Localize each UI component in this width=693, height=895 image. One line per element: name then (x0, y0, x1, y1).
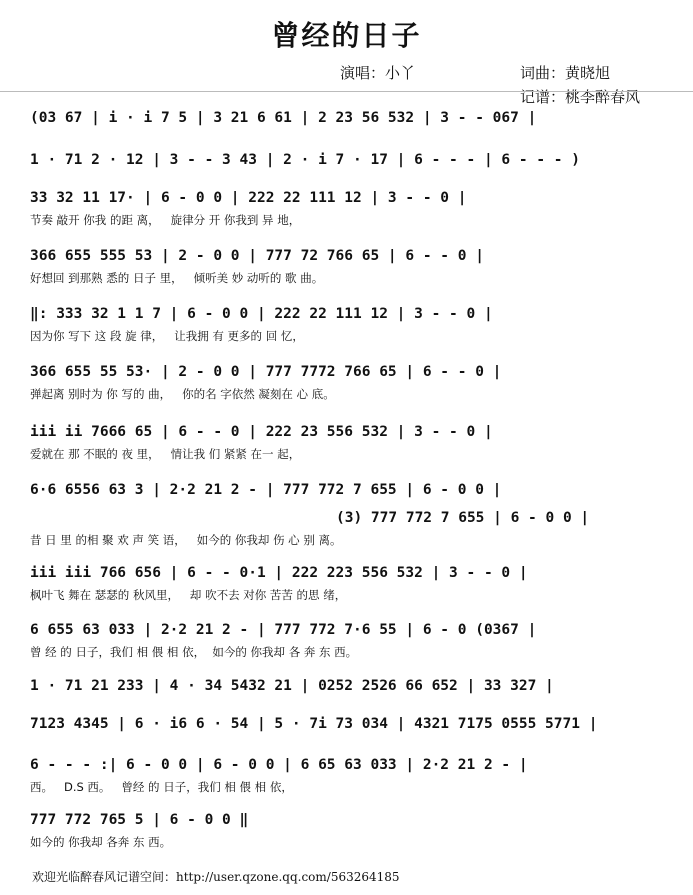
score-system (30, 422, 660, 466)
notation-line: ‖: 333 32 1 1 7 | 6 - 0 0 | 222 22 111 12 | 3 - - 0 | (30, 306, 493, 322)
lyric-line: 弹起离 别时为 你 写的 曲， 你的名 字依然 凝刻在 心 底。 (30, 387, 335, 401)
lyric-line: 因为你 写下 这 段 旋 律， 让我拥 有 更多的 回 忆， (30, 329, 304, 343)
score-system (30, 755, 660, 799)
lyric-line (30, 738, 660, 754)
score-system (30, 304, 660, 348)
notation-line: (03 67 | i · i 7 5 | 3 21 6 61 | 2 23 56 532 | 3 - - 067 | (30, 110, 537, 126)
lyric-line: 西。 D.S 西。 曾经 的 日子，我们 相 偎 相 依， (30, 780, 293, 794)
lyric-line: 枫叶飞 舞在 瑟瑟的 秋风里， 却 吹不去 对你 苦苦 的思 绪， (30, 588, 347, 602)
score-system (30, 508, 660, 552)
notation-line: 6 655 63 033 | 2·2 21 2 - | 777 772 7·6 55 | 6 - 0 (0367 | (30, 622, 537, 638)
lyric-line: 好想回 到那熟 悉的 日子 里， 倾听美 妙 动听的 歌 曲。 (30, 271, 324, 285)
notation-line: iii iii 766 656 | 6 - - 0·1 | 222 223 556 532 | 3 - - 0 | (30, 565, 528, 581)
composer-credit: 词曲：黄晓旭 (520, 64, 611, 82)
lyric-line: 如今的 你我却 各奔 东 西。 (30, 835, 172, 849)
score-system (30, 362, 660, 406)
score-system (30, 108, 660, 152)
song-title: 曾经的日子 (271, 19, 422, 52)
notation-line: 1 · 71 2 · 12 | 3 - - 3 43 | 2 · i 7 · 17 | 6 - - - | 6 - - - ) (30, 152, 580, 168)
score-system (30, 620, 660, 664)
score-system (30, 246, 660, 290)
notation-line: (3) 777 772 7 655 | 6 - 0 0 | (336, 510, 590, 526)
lyric-line: 曾 经 的 日子，我们 相 偎 相 依， 如今的 你我却 各 奔 东 西。 (30, 645, 358, 659)
notation-line: iii ii 7666 65 | 6 - - 0 | 222 23 556 532 | 3 - - 0 | (30, 424, 493, 440)
score-system (30, 810, 660, 854)
notation-line: 33 32 11 17· | 6 - 0 0 | 222 22 111 12 | 3 - - 0 | (30, 190, 467, 206)
notation-line: 366 655 555 53 | 2 - 0 0 | 777 72 766 65 | 6 - - 0 | (30, 248, 484, 264)
footer-credit: 欢迎光临醉春风记谱空间：http://user.qzone.qq.com/563264185 (32, 870, 400, 884)
score-system (30, 563, 660, 607)
header-divider (0, 91, 693, 92)
notation-line: 6 - - - :| 6 - 0 0 | 6 - 0 0 | 6 65 63 033 | 2·2 21 2 - | (30, 757, 528, 773)
lyric-line: 节奏 敲开 你我 的距 离， 旋律分 开 你我到 异 地， (30, 213, 301, 227)
notation-line: 7123 4345 | 6 · i6 6 · 54 | 5 · 7i 73 034 | 4321 7175 0555 5771 | (30, 716, 598, 732)
notation-line: 1 · 71 21 233 | 4 · 34 5432 21 | 0252 2526 66 652 | 33 327 | (30, 678, 554, 694)
notation-line: 6·6 6556 63 3 | 2·2 21 2 - | 777 772 7 655 | 6 - 0 0 | (30, 482, 502, 498)
singer-credit: 演唱：小丫 (340, 64, 416, 82)
notation-line: 366 655 55 53· | 2 - 0 0 | 777 7772 766 65 | 6 - - 0 | (30, 364, 502, 380)
notation-line: 777 772 765 5 | 6 - 0 0 ‖ (30, 812, 249, 828)
lyric-line: 昔 日 里 的相 聚 欢 声 笑 语， 如今的 你我却 伤 心 别 离。 (30, 533, 342, 547)
lyric-line (30, 132, 660, 148)
transcriber-credit: 记谱：桃李醉春风 (520, 88, 641, 106)
score-system (30, 714, 660, 758)
score-system (30, 188, 660, 232)
lyric-line: 爱就在 那 不眠的 夜 里， 情让我 们 紧紧 在一 起， (30, 447, 301, 461)
